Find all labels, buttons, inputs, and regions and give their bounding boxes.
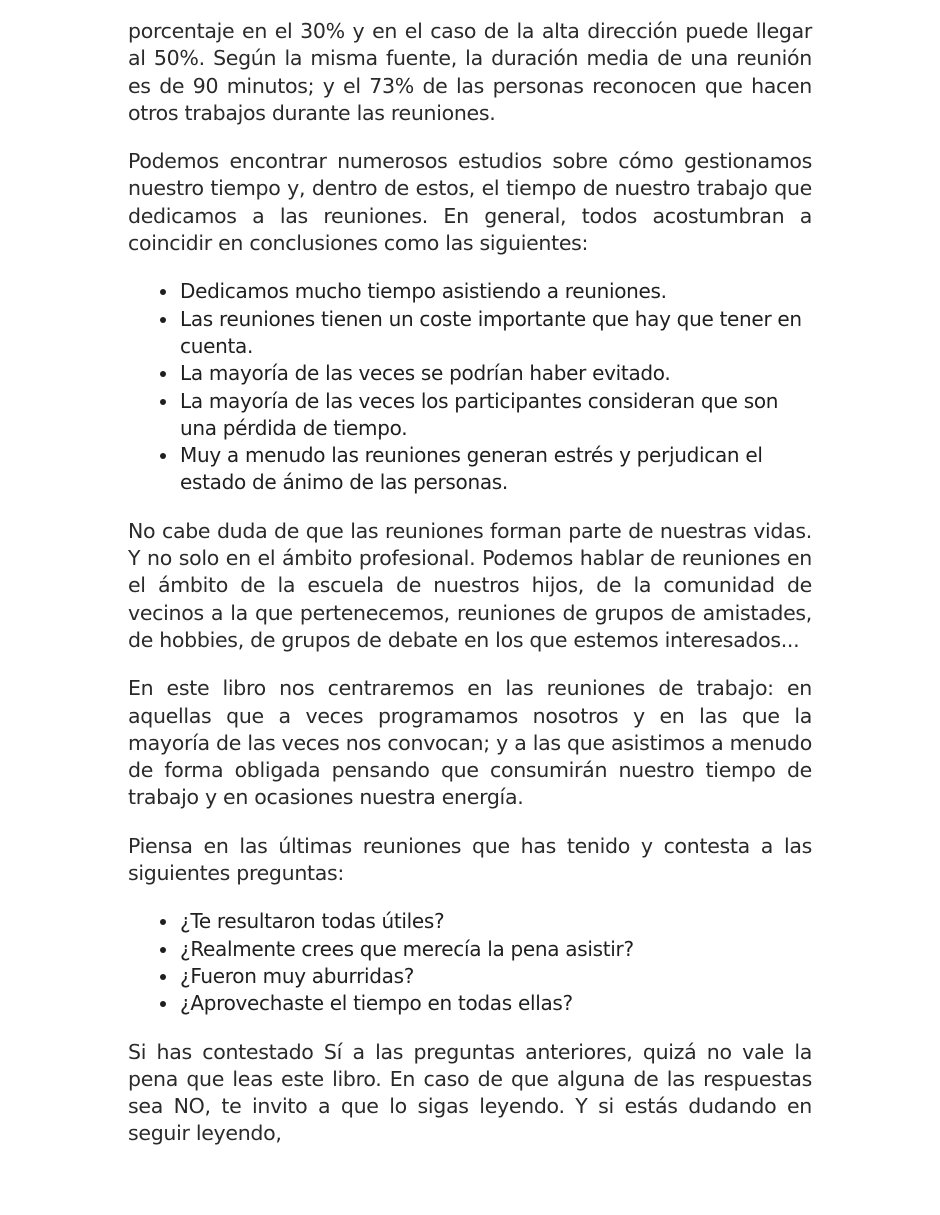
bullet-icon xyxy=(160,974,166,980)
list-item xyxy=(180,442,812,497)
list-item xyxy=(180,908,812,935)
bullet-icon xyxy=(160,399,166,405)
bullet-icon xyxy=(160,317,166,323)
list-item xyxy=(180,936,812,963)
bullet-icon xyxy=(160,947,166,953)
questions-list xyxy=(128,908,812,1017)
list-item xyxy=(180,360,812,387)
list-item-text: La mayoría de las veces se podrían haber evitado. xyxy=(180,361,671,386)
bullet-icon xyxy=(160,289,166,295)
list-item xyxy=(180,278,812,305)
paragraph-studies-intro: Podemos encontrar numerosos estudios sobre cómo gestionamos nuestro tiempo y, dentro de estos, el tiempo de nuestro trabajo que dedicamos a las reuniones. En general, todos acostumbran a coincidir en conclusiones como las siguientes: xyxy=(128,149,812,256)
conclusions-list xyxy=(128,278,812,496)
list-item xyxy=(180,306,812,361)
list-item-text: ¿Realmente crees que merecía la pena asistir? xyxy=(180,936,634,961)
bullet-icon xyxy=(160,453,166,459)
paragraph-closing: Si has contestado Sí a las preguntas anteriores, quizá no vale la pena que leas este libro. En caso de que alguna de las respuestas sea NO, te invito a que lo sigas leyendo. Y si estás dudando en seguir leyendo, xyxy=(128,1039,812,1146)
list-item-text: Dedicamos mucho tiempo asistiendo a reuniones. xyxy=(180,279,667,304)
bullet-icon xyxy=(160,1001,166,1007)
list-item-text: La mayoría de las veces los participantes consideran que son una pérdida de tiempo. xyxy=(180,388,779,440)
list-item-text: ¿Aprovechaste el tiempo en todas ellas? xyxy=(180,991,573,1016)
list-item xyxy=(180,990,812,1017)
list-item-text: Muy a menudo las reuniones generan estrés y perjudican el estado de ánimo de las personas. xyxy=(180,443,763,495)
list-item xyxy=(180,388,812,443)
bullet-icon xyxy=(160,371,166,377)
list-item-text: Las reuniones tienen un coste importante que hay que tener en cuenta. xyxy=(180,306,802,358)
paragraph-meetings-in-life: No cabe duda de que las reuniones forman parte de nuestras vidas. Y no solo en el ámbito profesional. Podemos hablar de reuniones en el ámbito de la escuela de nuestros hijos, de la comunidad de vecinos a la que pertenecemos, reuniones de grupos de amistades, de hobbies, de grupos de debate en los que estemos interesados... xyxy=(128,518,812,652)
list-item-text: ¿Te resultaron todas útiles? xyxy=(180,909,445,934)
paragraph-meeting-stats: porcentaje en el 30% y en el caso de la alta dirección puede llegar al 50%. Según la misma fuente, la duración media de una reunión es de 90 minutos; y el 73% de las personas reconocen que hacen otros trabajos durante las reuniones. xyxy=(128,19,812,125)
paragraph-questions-intro: Piensa en las últimas reuniones que has tenido y contesta a las siguientes preguntas: xyxy=(128,833,812,886)
document-page xyxy=(128,18,812,1169)
list-item-text: ¿Fueron muy aburridas? xyxy=(180,963,415,988)
bullet-icon xyxy=(160,919,166,925)
paragraph-book-focus: En este libro nos centraremos en las reuniones de trabajo: en aquellas que a veces programamos nosotros y en las que la mayoría de las veces nos convocan; y a las que asistimos a menudo de forma obligada pensando que consumirán nuestro tiempo de trabajo y en ocasiones nuestra energía. xyxy=(128,676,812,810)
list-item xyxy=(180,963,812,990)
